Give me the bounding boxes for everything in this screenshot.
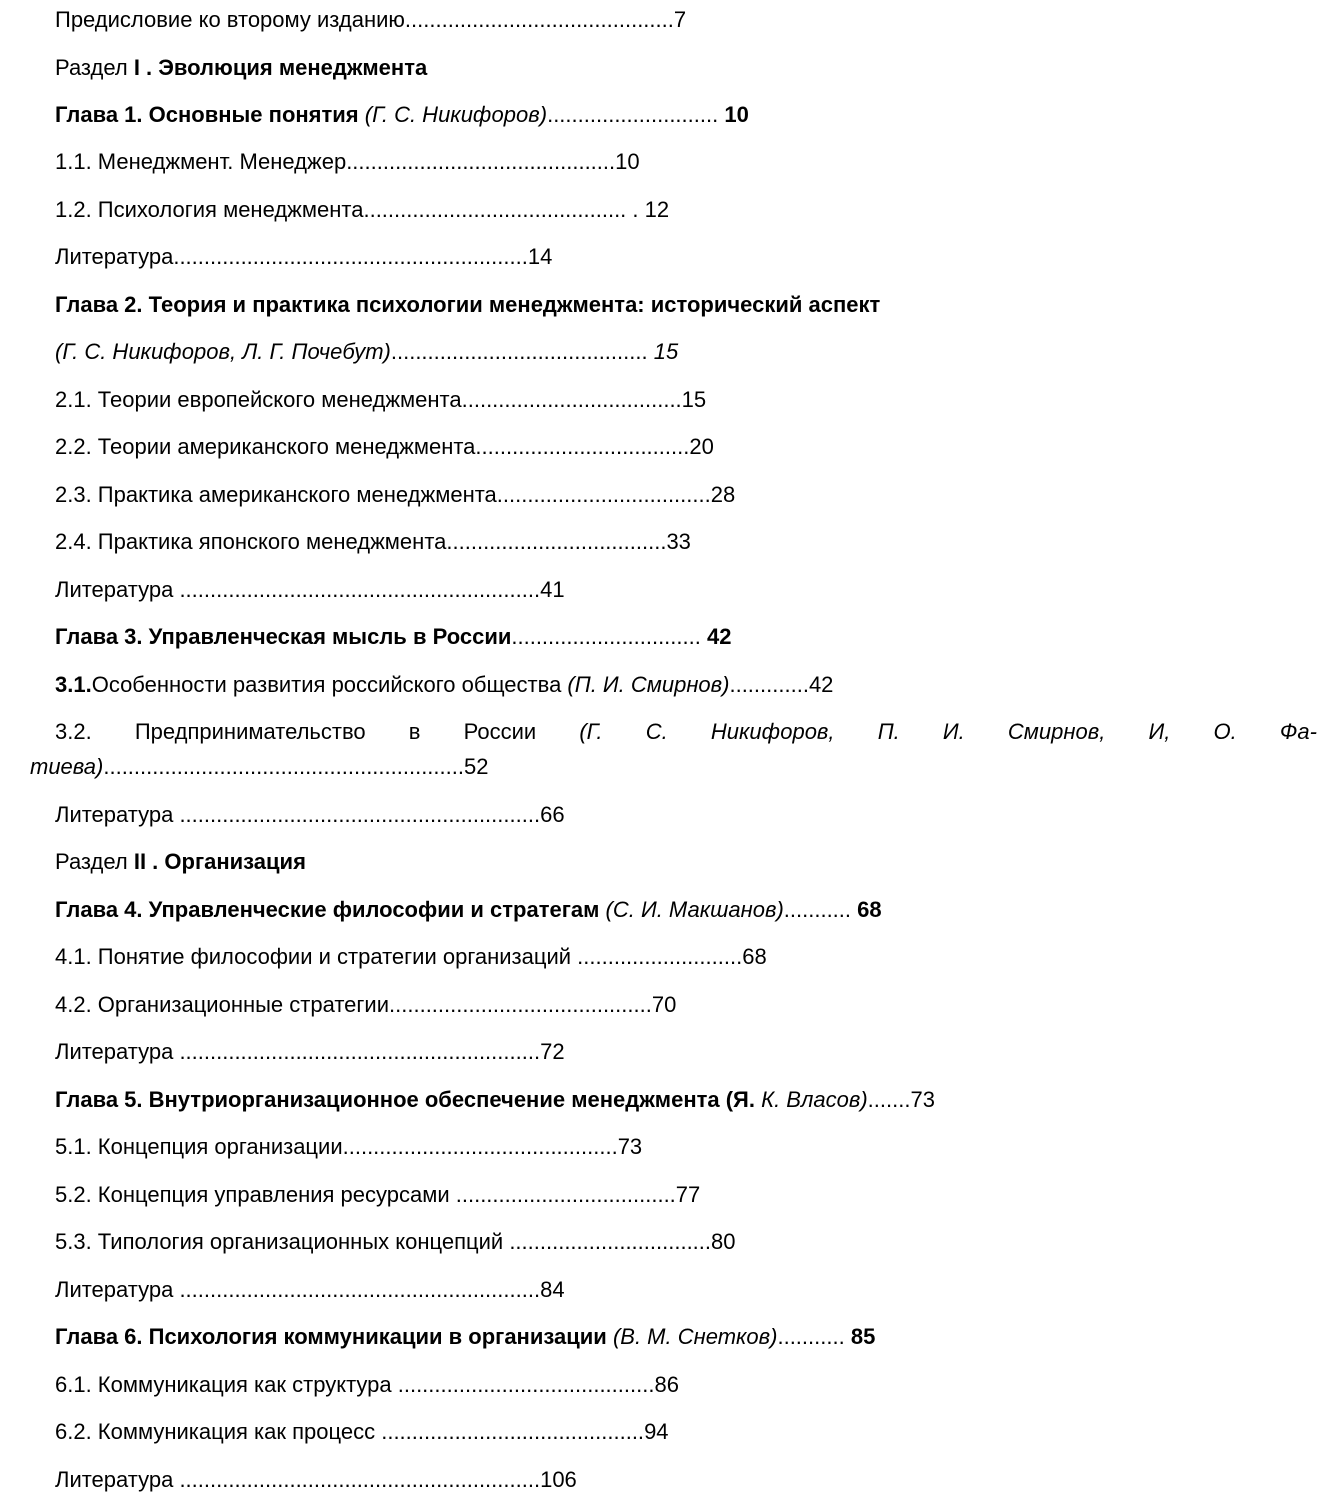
dot-leader: ........................................................... (179, 802, 541, 827)
dot-leader: ........................................................... (179, 1039, 541, 1064)
dot-leader: ............................................ (404, 7, 674, 32)
chapter-title: Глава 4. Управленческие философии и стратегам (55, 897, 600, 922)
toc-entry-chapter-2[interactable] (55, 292, 880, 318)
entry-word: Предпринимательство (134, 719, 366, 744)
entry-text: 5.3. Типология организационных концепций (55, 1229, 510, 1254)
page-number: 42 (706, 624, 732, 649)
page-number: 12 (644, 197, 670, 222)
dot-leader: ............................ (547, 102, 725, 127)
entry-text: Литература (55, 802, 180, 827)
author-word: И, (1148, 719, 1171, 744)
page-number: 72 (540, 1039, 565, 1064)
page-number: 33 (666, 529, 691, 554)
page-number: 106 (540, 1467, 577, 1492)
page-number: 28 (710, 482, 736, 507)
author-word: Никифоров, (710, 719, 835, 744)
toc-entry-ch2-literature[interactable] (55, 577, 565, 603)
toc-entry-preface[interactable] (55, 7, 686, 33)
toc-entry-6-2[interactable] (55, 1419, 669, 1445)
toc-entry-2-3[interactable] (55, 482, 735, 508)
entry-number: 3.1. (55, 672, 92, 697)
toc-entry-1-2[interactable] (55, 197, 669, 223)
chapter-author: (Г. С. Никифоров) (358, 102, 548, 127)
section-prefix: Раздел (55, 849, 134, 874)
page-number: 94 (644, 1419, 669, 1444)
entry-text: Литература (55, 244, 174, 269)
dot-leader: ........... (777, 1324, 851, 1349)
chapter-title: Глава 2. Теория и практика психологии менеджмента: исторический аспект (55, 292, 881, 317)
chapter-title: Глава 6. Психология коммуникации в организации (55, 1324, 607, 1349)
author-word: Смирнов, (1007, 719, 1106, 744)
chapter-author: (В. М. Снетков) (606, 1324, 778, 1349)
entry-text: 1.1. Менеджмент. Менеджер (55, 149, 347, 174)
dot-leader: ........................................... (389, 992, 652, 1017)
dot-leader: ........................................................... (179, 577, 541, 602)
section-heading-1 (55, 55, 427, 81)
chapter-title: Глава 1. Основные понятия (55, 102, 359, 127)
toc-entry-5-1[interactable] (55, 1134, 642, 1160)
section-title: II . Организация (133, 849, 306, 874)
entry-word: в (408, 719, 421, 744)
page-number: 52 (464, 754, 489, 779)
entry-text: 2.1. Теории европейского менеджмента (55, 387, 462, 412)
entry-text: 1.2. Психология менеджмента (55, 197, 364, 222)
toc-entry-chapter-6[interactable] (55, 1324, 875, 1350)
dot-leader: ................................. (509, 1229, 712, 1254)
section-heading-2 (55, 849, 306, 875)
toc-entry-2-4[interactable] (55, 529, 691, 555)
toc-entry-3-1[interactable] (55, 672, 833, 698)
dot-leader: ........................................................... (179, 1467, 541, 1492)
page-number: 66 (540, 802, 565, 827)
page-number: 68 (742, 944, 767, 969)
entry-text: 6.2. Коммуникация как процесс (55, 1419, 382, 1444)
chapter-author: (С. И. Макшанов) (599, 897, 784, 922)
entry-text: Особенности развития российского общества (91, 672, 568, 697)
page-number: 15 (653, 339, 679, 364)
dot-leader: .......................................................... (173, 244, 528, 269)
author-word: П. (877, 719, 900, 744)
author-continuation: тиева) (30, 754, 104, 779)
toc-entry-ch1-literature[interactable] (55, 244, 552, 270)
page-number: 80 (711, 1229, 736, 1254)
page-number: 14 (527, 244, 553, 269)
page-number: 42 (808, 672, 834, 697)
author-word: О. (1213, 719, 1237, 744)
page-number: 73 (910, 1087, 935, 1112)
entry-text: 6.1. Коммуникация как структура (55, 1372, 398, 1397)
dot-leader: .................................... (446, 529, 667, 554)
page-number: 10 (724, 102, 749, 127)
entry-text: Предисловие ко второму изданию (55, 7, 405, 32)
dot-leader: ................................... (475, 434, 690, 459)
page-number: 70 (651, 992, 677, 1017)
dot-leader: ....... (867, 1087, 911, 1112)
toc-entry-ch6-literature[interactable] (55, 1467, 577, 1493)
dot-leader: .................................... (455, 1182, 676, 1207)
toc-entry-ch5-literature[interactable] (55, 1277, 565, 1303)
toc-entry-5-2[interactable] (55, 1182, 700, 1208)
page-number: 20 (689, 434, 714, 459)
toc-entry-chapter-4[interactable] (55, 897, 882, 923)
entry-word: 3.2. (55, 719, 92, 744)
toc-entry-chapter-1[interactable] (55, 102, 749, 128)
page-number: 15 (681, 387, 707, 412)
entry-text: 2.4. Практика японского менеджмента (55, 529, 447, 554)
dot-leader: ........................................................... (179, 1277, 541, 1302)
toc-entry-ch4-literature[interactable] (55, 1039, 565, 1065)
entry-text: 4.2. Организационные стратегии (55, 992, 390, 1017)
entry-text: Литература (55, 1277, 180, 1302)
entry-word: России (463, 719, 537, 744)
dot-leader: ............................................ (346, 149, 616, 174)
entry-text: Литература (55, 577, 180, 602)
page-number: 68 (857, 897, 882, 922)
dot-leader: ............. (729, 672, 809, 697)
entry-text: 5.1. Концепция организации (55, 1134, 343, 1159)
dot-leader: .......................................... (390, 339, 654, 364)
dot-leader: .......................................... (397, 1372, 655, 1397)
toc-entry-1-1[interactable] (55, 149, 640, 175)
chapter-author: К. Власов) (754, 1087, 868, 1112)
entry-text: 5.2. Концепция управления ресурсами (55, 1182, 456, 1207)
toc-entry-6-1[interactable] (55, 1372, 679, 1398)
toc-entry-chapter-3[interactable] (55, 624, 731, 650)
toc-entry-chapter-2-author (55, 339, 678, 365)
toc-entry-2-1[interactable] (55, 387, 706, 413)
page-number: 85 (850, 1324, 876, 1349)
dot-leader: ........................................... (381, 1419, 645, 1444)
entry-text: 4.1. Понятие философии и стратегии организаций (55, 944, 578, 969)
entry-author: (П. И. Смирнов) (567, 672, 730, 697)
entry-text: 2.2. Теории американского менеджмента (55, 434, 476, 459)
dot-leader: ............................................. (342, 1134, 618, 1159)
section-prefix: Раздел (55, 55, 134, 80)
page-number: 41 (540, 577, 565, 602)
chapter-title: Глава 3. Управленческая мысль в России (55, 624, 512, 649)
page-number: 7 (673, 7, 687, 32)
page-number: 84 (540, 1277, 565, 1302)
author-word: И. (942, 719, 965, 744)
toc-entry-4-1[interactable] (55, 944, 767, 970)
author-word: Фа- (1279, 719, 1317, 744)
page-number: 10 (615, 149, 640, 174)
section-title: I . Эволюция менеджмента (133, 55, 428, 80)
dot-leader: ........................................... . (363, 197, 645, 222)
entry-text: Литература (55, 1467, 180, 1492)
chapter-title: Глава 5. Внутриорганизационное обеспечение менеджмента (Я. (55, 1087, 755, 1112)
entry-text: Литература (55, 1039, 180, 1064)
dot-leader: ........................... (577, 944, 743, 969)
entry-text: 2.3. Практика американского менеджмента (55, 482, 497, 507)
author-word: (Г. (579, 719, 603, 744)
toc-entry-3-2-continuation (30, 754, 488, 780)
page-number: 73 (617, 1134, 643, 1159)
toc-entry-chapter-5[interactable] (55, 1087, 935, 1113)
author-word: С. (645, 719, 668, 744)
page-number: 86 (654, 1372, 679, 1397)
chapter-author: (Г. С. Никифоров, Л. Г. Почебут) (55, 339, 391, 364)
page-number: 77 (675, 1182, 701, 1207)
toc-entry-ch3-literature[interactable] (55, 802, 565, 828)
toc-entry-3-2[interactable] (55, 719, 1317, 745)
toc-entry-5-3[interactable] (55, 1229, 736, 1255)
dot-leader: ........... (783, 897, 858, 922)
dot-leader: ................................... (496, 482, 711, 507)
dot-leader: .................................... (461, 387, 682, 412)
toc-entry-4-2[interactable] (55, 992, 676, 1018)
dot-leader: ............................... (511, 624, 707, 649)
toc-entry-2-2[interactable] (55, 434, 714, 460)
dot-leader: ........................................................... (103, 754, 464, 779)
